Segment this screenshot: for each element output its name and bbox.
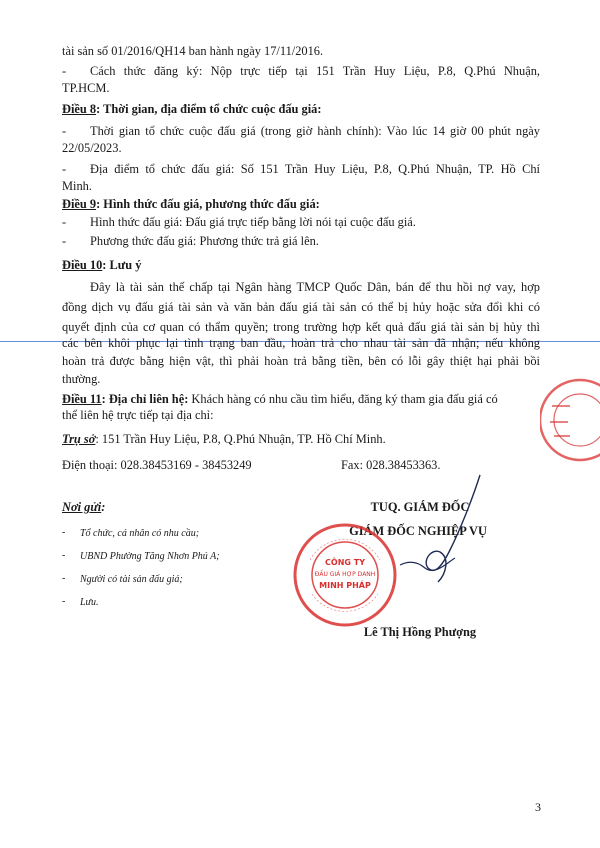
seal-text-3: MINH PHÁP (319, 581, 371, 590)
text-line: Cách thức đăng ký: Nộp trực tiếp tại 151 Trần Huy Liệu, P.8, Q.Phú Nhuận, (90, 64, 540, 78)
text-line: Hình thức đấu giá: Đấu giá trực tiếp bằng lời nói tại cuộc đấu giá. (90, 215, 416, 229)
bullet-dash: - (62, 596, 66, 607)
text-line: Minh. (62, 179, 92, 193)
section-number: Điều 8 (62, 102, 97, 116)
section-title: : Địa chỉ liên hệ: (101, 392, 189, 406)
section-heading-8 (62, 102, 540, 117)
bullet-dash: - (62, 527, 66, 538)
bullet-dash: - (62, 162, 67, 176)
text-line: quyết định của cơ quan có thẩm quyền; trong trường hợp kết quả đấu giá tài sản bị hủy thì (62, 320, 540, 334)
section-number: Điều 10 (62, 258, 103, 272)
bullet-dash: - (62, 234, 67, 248)
text-line: 22/05/2023. (62, 141, 122, 155)
signature-position: GIÁM ĐỐC NGHIỆP VỤ (349, 524, 487, 538)
section-number: Điều 11 (62, 392, 102, 406)
text-line: các bên khôi phục lại tình trạng ban đầu, hoàn trả cho nhau tài sản đã nhận; nếu không (62, 336, 540, 350)
section-title: : Lưu ý (102, 258, 142, 272)
bullet-dash: - (62, 215, 67, 229)
text-line: Phương thức đấu giá: Phương thức trả giá lên. (90, 234, 319, 248)
handwritten-signature-icon (380, 470, 500, 600)
text-line: Thời gian tổ chức cuộc đấu giá (trong giờ hành chính): Vào lúc 14 giờ 00 phút ngày (90, 124, 540, 138)
seal-text-1: CÔNG TY (325, 558, 365, 567)
recipient-item: Người có tài sản đấu giá; (80, 574, 183, 585)
head-office-address: : 151 Trần Huy Liệu, P.8, Q.Phú Nhuận, TP. Hồ Chí Minh. (95, 432, 386, 446)
text-line: Đây là tài sản thế chấp tại Ngân hàng TMCP Quốc Dân, bán để thu hồi nợ vay, hợp (90, 280, 540, 294)
bullet-dash: - (62, 64, 67, 78)
section-title: : Hình thức đấu giá, phương thức đấu giá: (96, 197, 320, 211)
section-number: Điều 9 (62, 197, 97, 211)
head-office-label: Trụ sở (62, 432, 96, 446)
text-line: TP.HCM. (62, 81, 110, 95)
recipients-title: Nơi gửi: (62, 500, 106, 514)
section-text: Khách hàng có nhu cầu tìm hiểu, đăng ký tham gia đấu giá có (188, 392, 498, 406)
section-title: : Thời gian, địa điểm tổ chức cuộc đấu giá: (96, 102, 322, 116)
text-line: đồng dịch vụ đấu giá tài sản và văn bản đấu giá tài sản có thể bị hủy hoặc sửa đổi khi có (62, 300, 540, 314)
signature-title: TUQ. GIÁM ĐỐC (370, 500, 470, 514)
head-office-line (62, 432, 540, 447)
page-number: 3 (535, 800, 541, 814)
bullet-dash: - (62, 573, 66, 584)
section-heading-10 (62, 258, 540, 273)
fax-line: Fax: 028.38453363. (341, 458, 441, 472)
text-line: thể liên hệ trực tiếp tại địa chỉ: (62, 408, 214, 422)
section-heading-11 (62, 392, 540, 407)
text-line: hoàn trả được bằng hiện vật, thì phải hoàn trả bằng tiền, bên có lỗi gây thiệt hại phải bồi (62, 354, 540, 368)
recipient-item: UBND Phường Tăng Nhơn Phú A; (80, 551, 220, 562)
bullet-dash: - (62, 124, 67, 138)
text-line: tài sản số 01/2016/QH14 ban hành ngày 17/11/2016. (62, 44, 324, 58)
bullet-dash: - (62, 550, 66, 561)
text-line: thường. (62, 372, 101, 386)
overlap-seal-icon (540, 370, 600, 470)
phone-line: Điện thoại: 028.38453169 - 38453249 (62, 458, 252, 472)
recipient-item: Tổ chức, cá nhân có nhu cầu; (80, 528, 200, 539)
recipient-item: Lưu. (80, 597, 99, 608)
text-line: Địa điểm tổ chức đấu giá: Số 151 Trần Huy Liệu, P.8, Q.Phú Nhuận, TP. Hồ Chí (90, 162, 540, 176)
seal-text-2: ĐẤU GIÁ HỢP DANH (314, 571, 376, 578)
section-heading-9 (62, 197, 540, 212)
signer-name: Lê Thị Hồng Phượng (363, 625, 477, 639)
